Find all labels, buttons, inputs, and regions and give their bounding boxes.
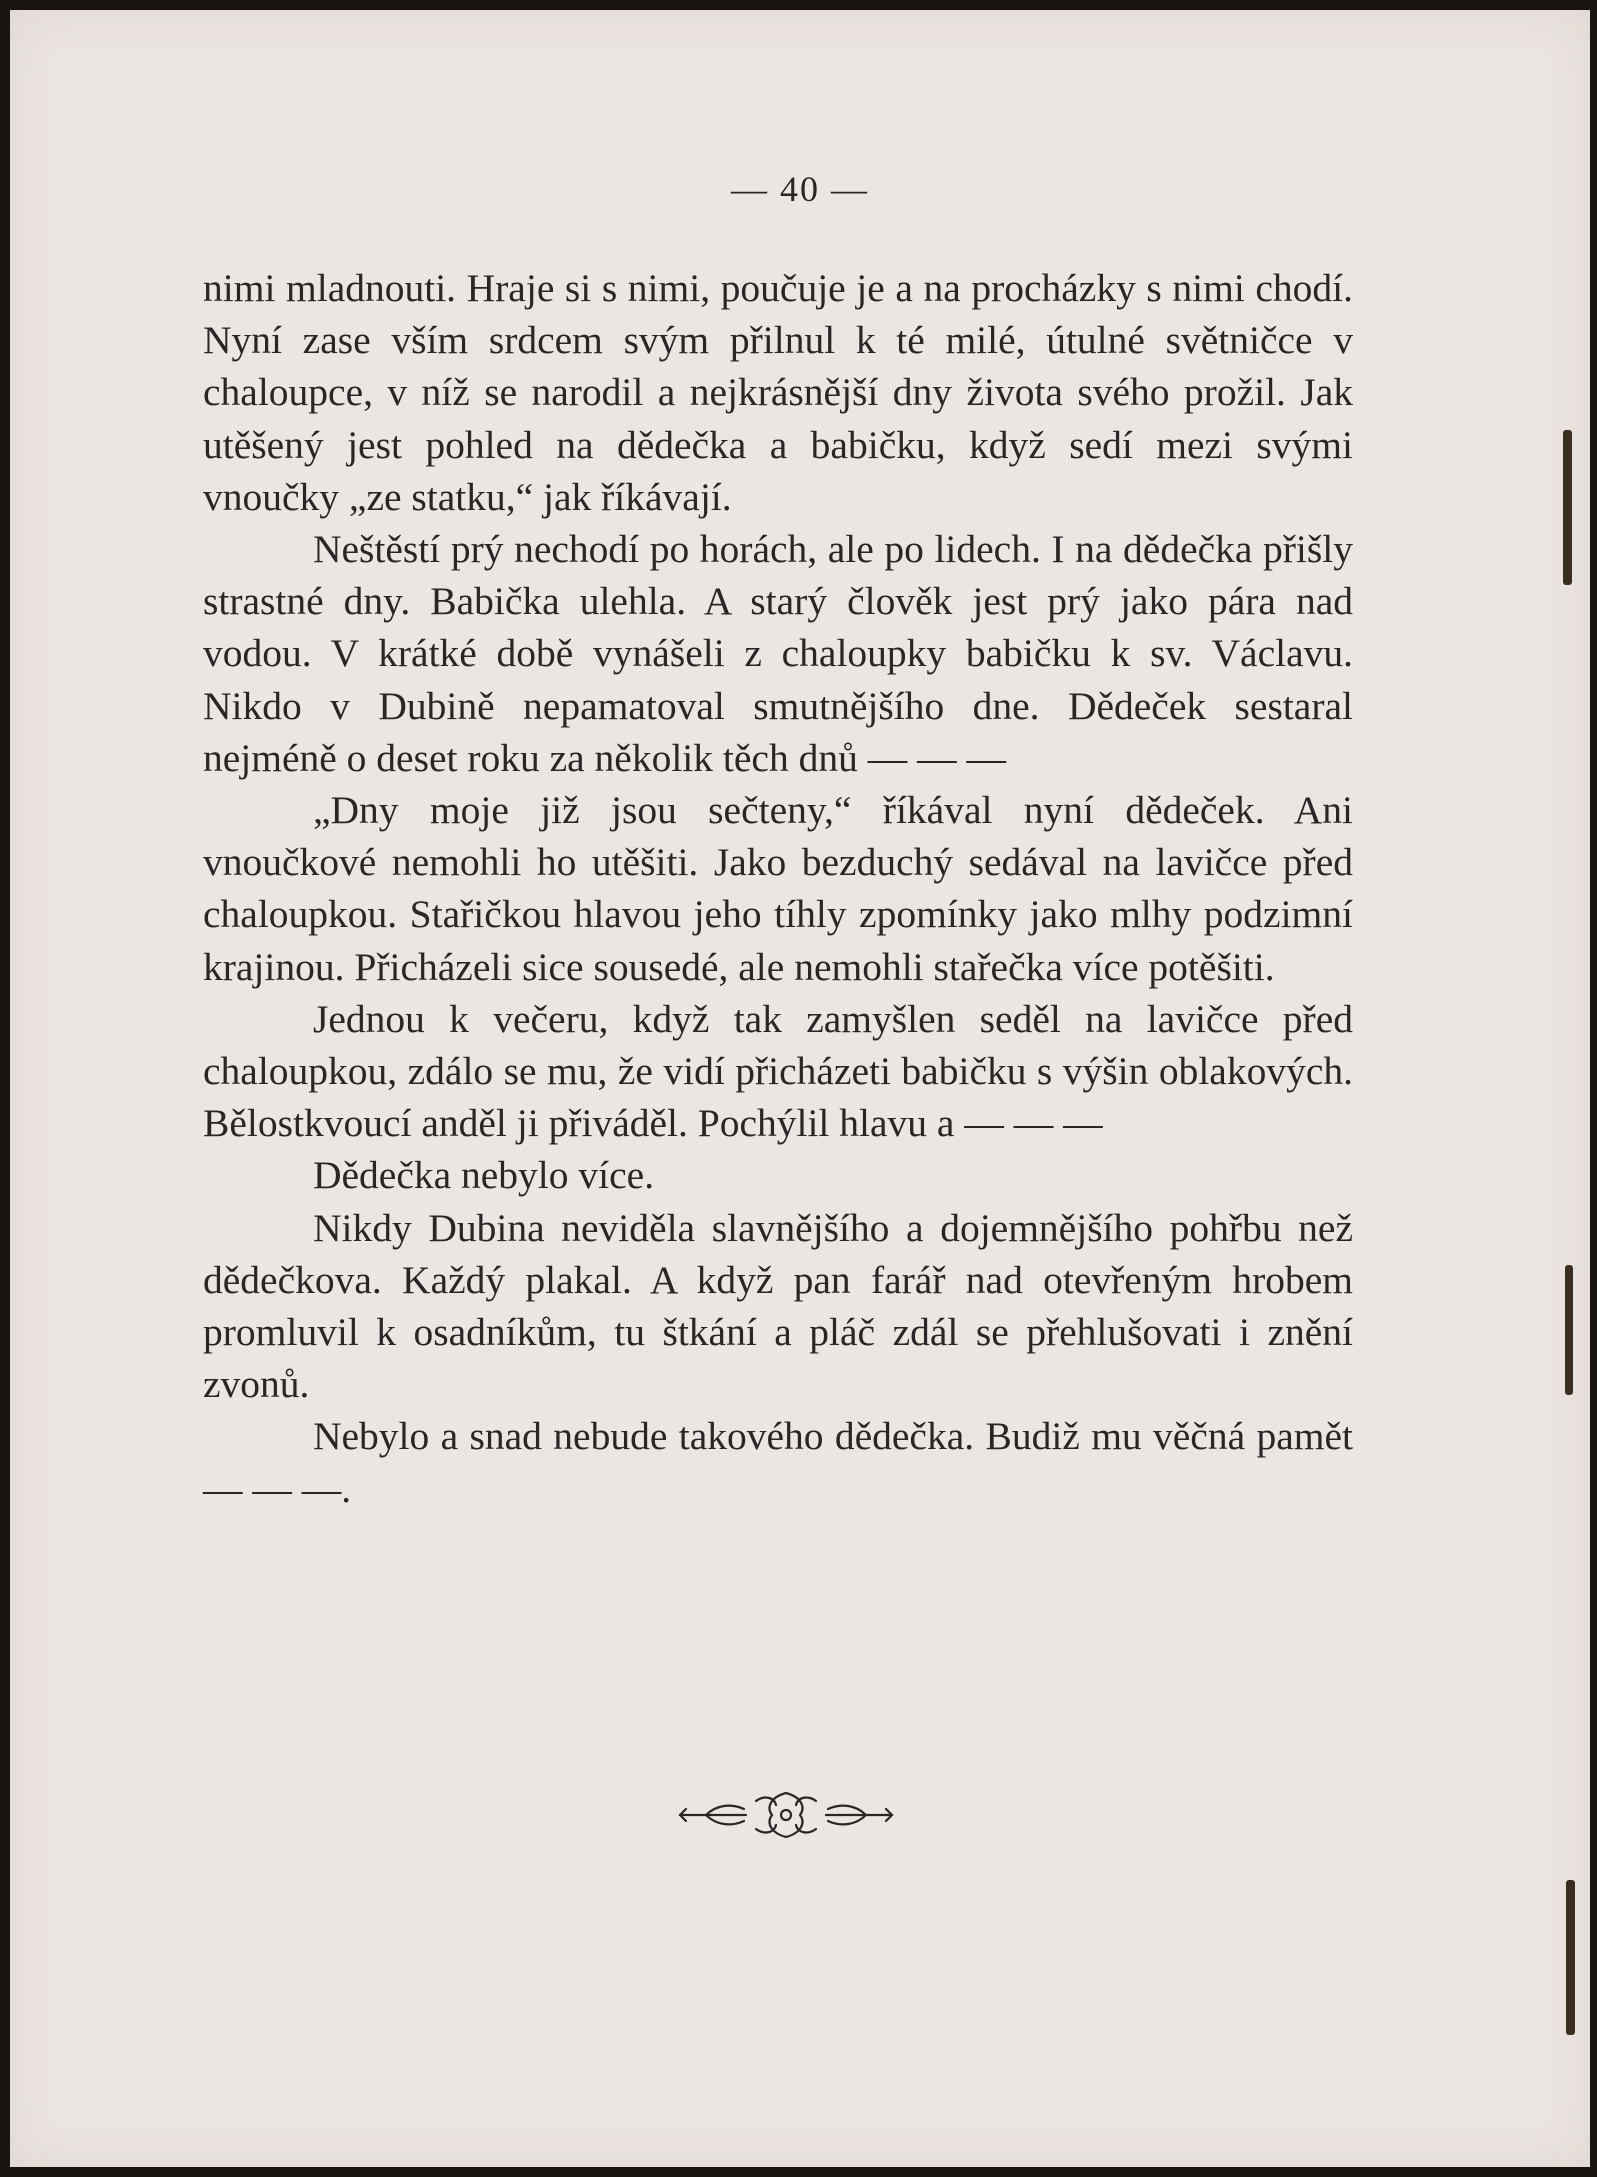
scan-edge-mark [1563,430,1572,585]
paragraph: Neštěstí prý nechodí po horách, ale po lidech. I na dědečka přišly strastné dny. Babička ulehla. A starý člověk jest prý jako pára nad vodou. V krátké době vynášeli z chaloupky babičku k sv. Václavu. Nikdo v Dubině nepamatoval smutnějšího dne. Dědeček sestaral nejméně o deset roku za několik těch dnů — — — [203,527,1353,780]
paragraph: Jednou k večeru, když tak zamyšlen seděl na lavičce před chaloupkou, zdálo se mu, že vidí přicházeti babičku s výšin oblakových. Bělostkvoucí anděl ji přiváděl. Pochýlil hlavu a — — — [203,996,1353,1146]
paragraph: „Dny moje již jsou sečteny,“ říkával nyní dědeček. Ani vnoučkové nemohli ho utěšiti. Jako bezduchý sedával na lavičce před chaloupkou. Stařičkou hlavou jeho tíhly zpomínky jako mlhy podzimní krajinou. Přicházeli sice sousedé, ale nemohli stařečka více potěšiti. [203,788,1353,989]
body-text [203,262,1353,1515]
page-number: — 40 — [731,169,869,209]
scan-edge-mark [1566,1880,1575,2035]
paragraph: Nebylo a snad nebude takového dědečka. Budiž mu věčná pamět — — —. [203,1414,1353,1511]
paragraph: nimi mladnouti. Hraje si s nimi, poučuje je a na procházky s nimi chodí. Nyní zase vším srdcem svým přilnul k té milé, útulné světničce v chaloupce, v níž se narodil a nejkrásnější dny života svého prožil. Jak utěšený jest pohled na dědečka a babičku, když sedí mezi svými vnoučky „ze statku,“ jak říkávají. [203,266,1353,519]
paragraph: Dědečka nebylo více. [313,1153,655,1198]
paragraph: Nikdy Dubina neviděla slavnějšího a dojemnějšího pohřbu než dědečkova. Každý plakal. A když pan farář nad otevřeným hrobem promluvil k osadníkům, tu štkání a pláč zdál se přehlušovati i znění zvonů. [203,1205,1353,1407]
scan-edge-mark [1565,1265,1573,1395]
book-page [10,10,1590,2167]
fleuron-ornament-icon [676,1787,896,1843]
